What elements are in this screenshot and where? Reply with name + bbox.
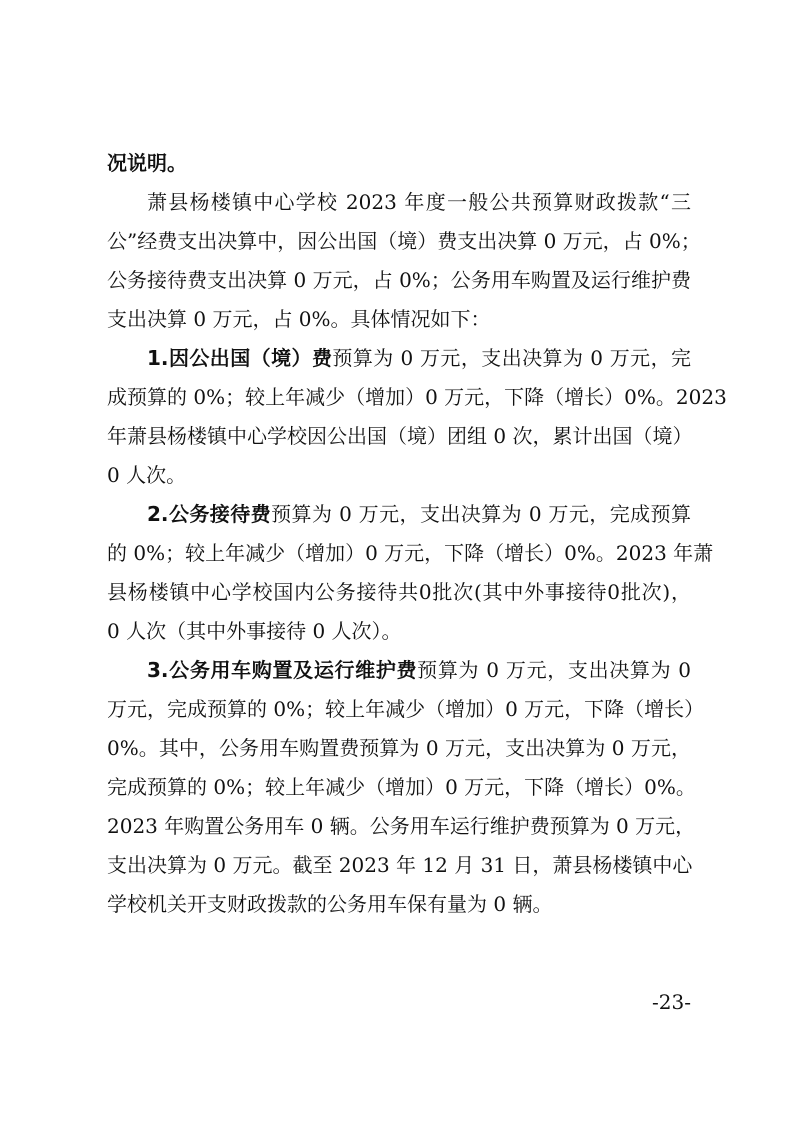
item2-line-4: 0 人次（其中外事接待 0 人次）。	[107, 619, 402, 643]
item1-line-3: 年萧县杨楼镇中心学校因公出国（境）团组 0 次，累计出国（境）	[107, 424, 693, 448]
page-number: -23-	[652, 990, 691, 1014]
item2-first-rest: 预算为 0 万元，支出决算为 0 万元，完成预算	[271, 502, 691, 526]
item1-line-2: 成预算的 0%；较上年减少（增加）0 万元，下降（增长）0%。2023	[107, 385, 727, 409]
item3-first-line	[107, 651, 691, 690]
item2-line-3: 县杨楼镇中心学校国内公务接待共0批次(其中外事接待0批次)，	[107, 580, 691, 604]
item3-line-3: 0%。其中，公务用车购置费预算为 0 万元，支出决算为 0 万元，	[107, 736, 691, 760]
item2-title: 2.公务接待费	[147, 502, 272, 526]
item1-line-4: 0 人次。	[107, 463, 187, 487]
intro-line-4: 支出决算 0 万元，占 0%。具体情况如下：	[107, 307, 491, 331]
item3-line-5: 2023 年购置公务用车 0 辆。公务用车运行维护费预算为 0 万元，	[107, 814, 696, 838]
item3-title: 3.公务用车购置及运行维护费	[147, 658, 418, 682]
intro-line-1: 萧县杨楼镇中心学校 2023 年度一般公共预算财政拨款“三	[147, 190, 691, 214]
item3-line-6: 支出决算为 0 万元。截至 2023 年 12 月 31 日，萧县杨楼镇中心	[107, 853, 693, 877]
item3-first-rest: 预算为 0 万元，支出决算为 0	[417, 658, 692, 682]
intro-line-2: 公”经费支出决算中，因公出国（境）费支出决算 0 万元，占 0%；	[107, 229, 701, 253]
item2-line-2: 的 0%；较上年减少（增加）0 万元，下降（增长）0%。2023 年萧	[107, 541, 714, 565]
item2-first-line	[107, 495, 691, 534]
heading-tail: 况说明。	[107, 151, 187, 175]
intro-line-3: 公务接待费支出决算 0 万元，占 0%；公务用车购置及运行维护费	[107, 268, 691, 292]
item1-first-line	[107, 339, 691, 378]
item1-first-rest: 预算为 0 万元，支出决算为 0 万元，完	[332, 346, 691, 370]
item3-line-7: 学校机关开支财政拨款的公务用车保有量为 0 辆。	[107, 892, 553, 916]
item1-title: 1.因公出国（境）费	[147, 346, 333, 370]
item3-line-2: 万元，完成预算的 0%；较上年减少（增加）0 万元，下降（增长）	[107, 697, 705, 721]
item3-line-4: 完成预算的 0%；较上年减少（增加）0 万元，下降（增长）0%。	[107, 775, 696, 799]
document-body	[107, 144, 727, 924]
